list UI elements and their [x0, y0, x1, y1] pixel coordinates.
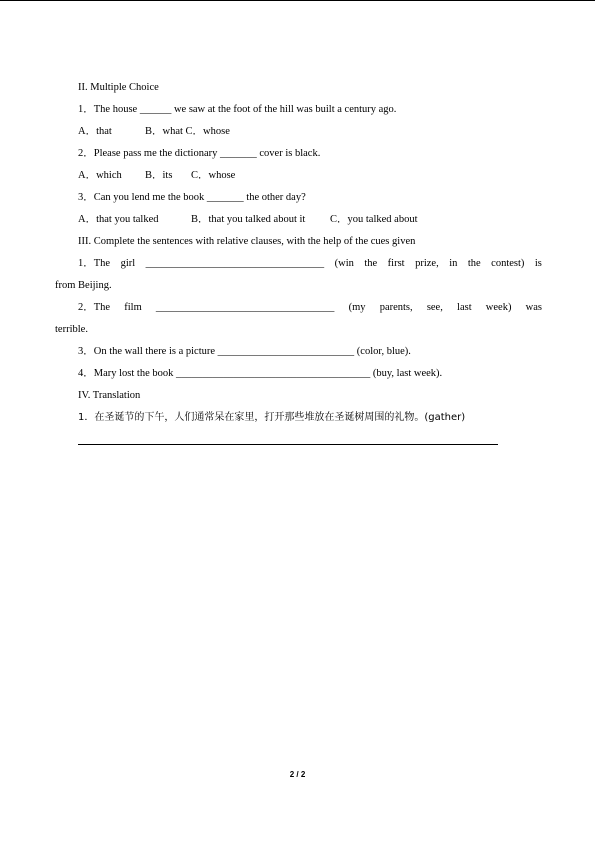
- sentence-word: prize,: [415, 258, 439, 269]
- sentence-word: week): [485, 302, 512, 313]
- sentence-word: in: [449, 258, 458, 269]
- sentence-word: 2．The: [78, 302, 111, 313]
- mc-q1-option-a: A．that: [78, 126, 112, 137]
- complete-sentence-3: 3．On the wall there is a picture __________________________ (color, blue).: [78, 346, 411, 357]
- complete-sentence-1: [78, 257, 542, 270]
- sentence-word: the: [364, 258, 378, 269]
- mc-q2-option-a: A．which: [78, 170, 122, 181]
- answer-blank: __________________________________: [155, 302, 335, 313]
- translation-question-1: 1．在圣诞节的下午，人们通常呆在家里，打开那些堆放在圣诞树周围的礼物。(gather): [78, 412, 466, 423]
- mc-question-2: 2．Please pass me the dictionary _______ cover is black.: [78, 148, 321, 159]
- mc-question-1: 1．The house ______ we saw at the foot of the hill was built a century ago.: [78, 104, 397, 115]
- mc-question-3: 3．Can you lend me the book _______ the other day?: [78, 192, 306, 203]
- sentence-word: last: [457, 302, 472, 313]
- sentence-word: (win: [334, 258, 354, 269]
- sentence-word: 1．The: [78, 258, 111, 269]
- sentence-word: film: [124, 302, 142, 313]
- sentence-word: see,: [426, 302, 443, 313]
- mc-q3-option-a: A．that you talked: [78, 214, 159, 225]
- complete-sentence-4: 4．Mary lost the book _____________________________________ (buy, last week).: [78, 368, 443, 379]
- sentence-word: girl: [120, 258, 136, 269]
- sentence-word: (my: [348, 302, 366, 313]
- section-heading-translation: IV. Translation: [78, 390, 141, 401]
- section-heading-multiple-choice: II. Multiple Choice: [78, 82, 159, 93]
- sentence-word: was: [525, 302, 542, 313]
- answer-blank: __________________________________: [145, 258, 325, 269]
- mc-q2-option-c: C．whose: [191, 170, 236, 181]
- complete-sentence-2: [78, 301, 542, 314]
- sentence-word: contest): [491, 258, 525, 269]
- sentence-word: the: [467, 258, 481, 269]
- translation-answer-line: [78, 444, 498, 445]
- sentence-word: parents,: [379, 302, 413, 313]
- sentence-word: first: [387, 258, 405, 269]
- section-heading-complete-sentences: III. Complete the sentences with relative clauses, with the help of the cues given: [78, 236, 416, 247]
- mc-q1-option-bc: B．what C．whose: [145, 126, 230, 137]
- top-rule: [0, 0, 595, 1]
- mc-q3-option-c: C．you talked about: [330, 214, 418, 225]
- mc-q3-option-b: B．that you talked about it: [191, 214, 306, 225]
- sentence-word: is: [534, 258, 542, 269]
- complete-sentence-1-continuation: from Beijing.: [55, 280, 112, 291]
- complete-sentence-2-continuation: terrible.: [55, 324, 88, 335]
- page-number: 2 / 2: [289, 770, 306, 779]
- mc-q2-option-b: B．its: [145, 170, 173, 181]
